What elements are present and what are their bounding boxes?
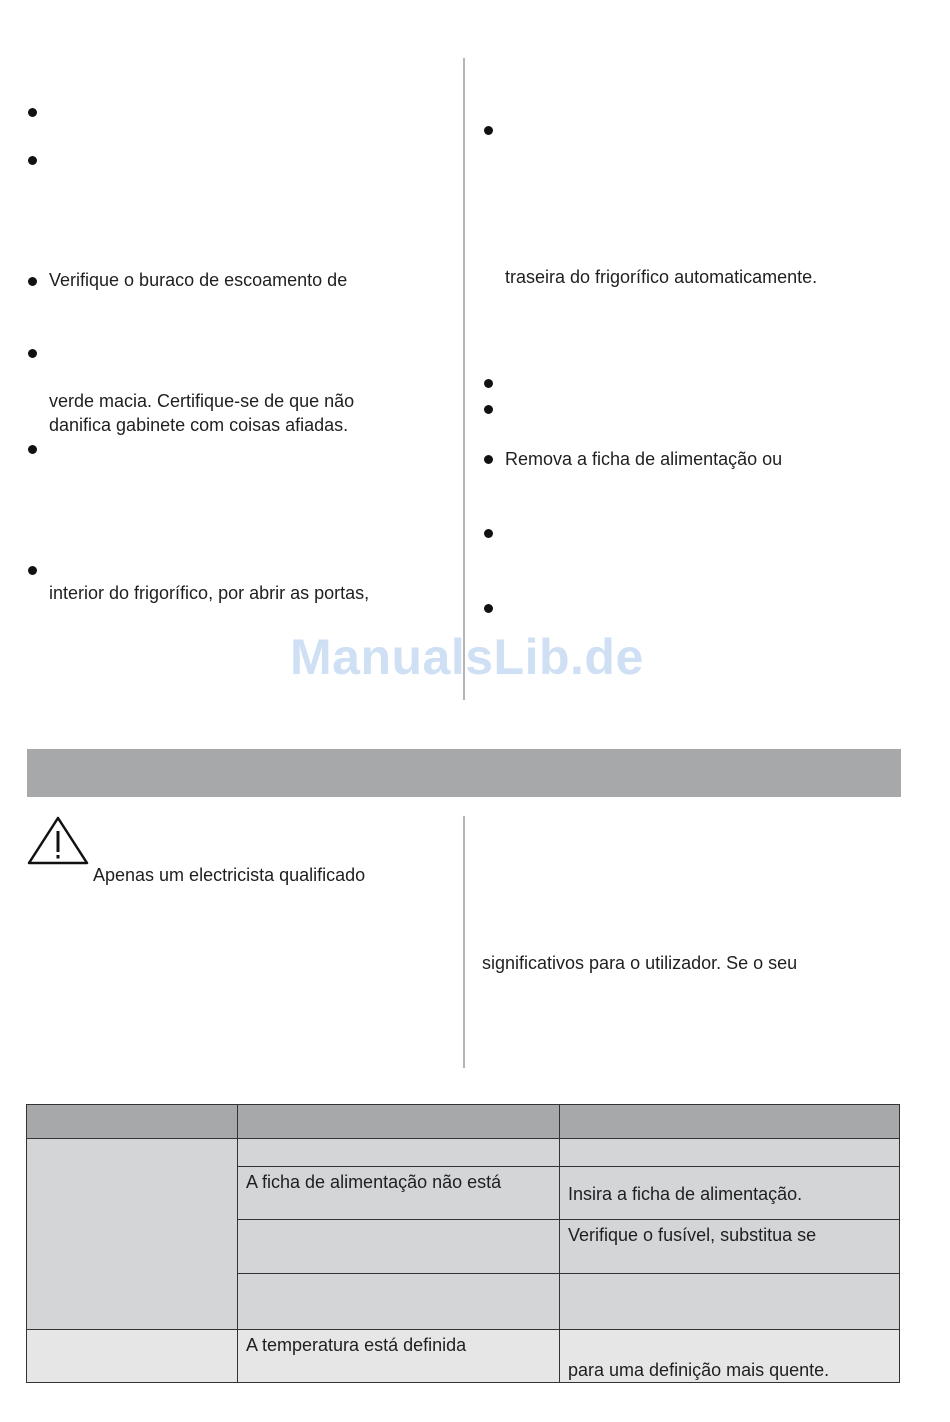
bullet-icon <box>28 108 37 117</box>
remedy-text: Verifique o fusível, substitua se <box>568 1225 817 1245</box>
significant-text: significativos para o utilizador. Se o seu <box>482 953 798 973</box>
bullet-icon <box>28 156 37 165</box>
table-problem-cell <box>26 1138 238 1330</box>
bullet-icon <box>28 566 37 575</box>
table-cause-cell <box>237 1166 560 1220</box>
table-problem-cell <box>26 1329 238 1383</box>
table-header-cell <box>559 1104 900 1139</box>
warning-triangle-icon <box>27 816 89 866</box>
cause-text: A ficha de alimentação não está <box>246 1172 502 1192</box>
bullet-icon <box>28 445 37 454</box>
column-divider-top <box>463 58 465 700</box>
bullet-icon <box>484 529 493 538</box>
remedy-text: para uma definição mais quente. <box>568 1360 830 1380</box>
remedy-text: Insira a ficha de alimentação. <box>568 1184 803 1204</box>
bullet-icon <box>484 455 493 464</box>
bullet-icon <box>28 349 37 358</box>
column-divider-bottom <box>463 816 465 1068</box>
cause-text: A temperatura está definida <box>246 1335 467 1355</box>
watermark: ManualsLib.de <box>290 629 644 685</box>
table-remedy-cell <box>559 1166 900 1220</box>
bullet-icon <box>484 604 493 613</box>
bullet-icon <box>484 379 493 388</box>
table-remedy-cell <box>559 1273 900 1330</box>
table-cause-cell <box>237 1219 560 1274</box>
bullet-icon <box>28 277 37 286</box>
open-doors-text: interior do frigorífico, por abrir as portas, <box>49 583 370 603</box>
table-cause-cell <box>237 1273 560 1330</box>
bullet-icon <box>484 405 493 414</box>
section-header-band <box>27 749 901 797</box>
bullet-icon <box>484 126 493 135</box>
remove-plug-text: Remova a ficha de alimentação ou <box>505 449 783 469</box>
table-header-cell <box>26 1104 238 1139</box>
table-remedy-cell <box>559 1219 900 1274</box>
warning-text: Apenas um electricista qualificado <box>93 865 366 885</box>
table-remedy-cell <box>559 1329 900 1383</box>
sharp-objects-text: danifica gabinete com coisas afiadas. <box>49 415 349 435</box>
table-cause-cell <box>237 1329 560 1383</box>
soft-cloth-text: verde macia. Certifique-se de que não <box>49 391 355 411</box>
drain-hole-text: Verifique o buraco de escoamento de <box>49 270 348 290</box>
rear-automatic-text: traseira do frigorífico automaticamente. <box>505 267 818 287</box>
table-header-cell <box>237 1104 560 1139</box>
table-cause-cell <box>237 1138 560 1167</box>
table-remedy-cell <box>559 1138 900 1167</box>
